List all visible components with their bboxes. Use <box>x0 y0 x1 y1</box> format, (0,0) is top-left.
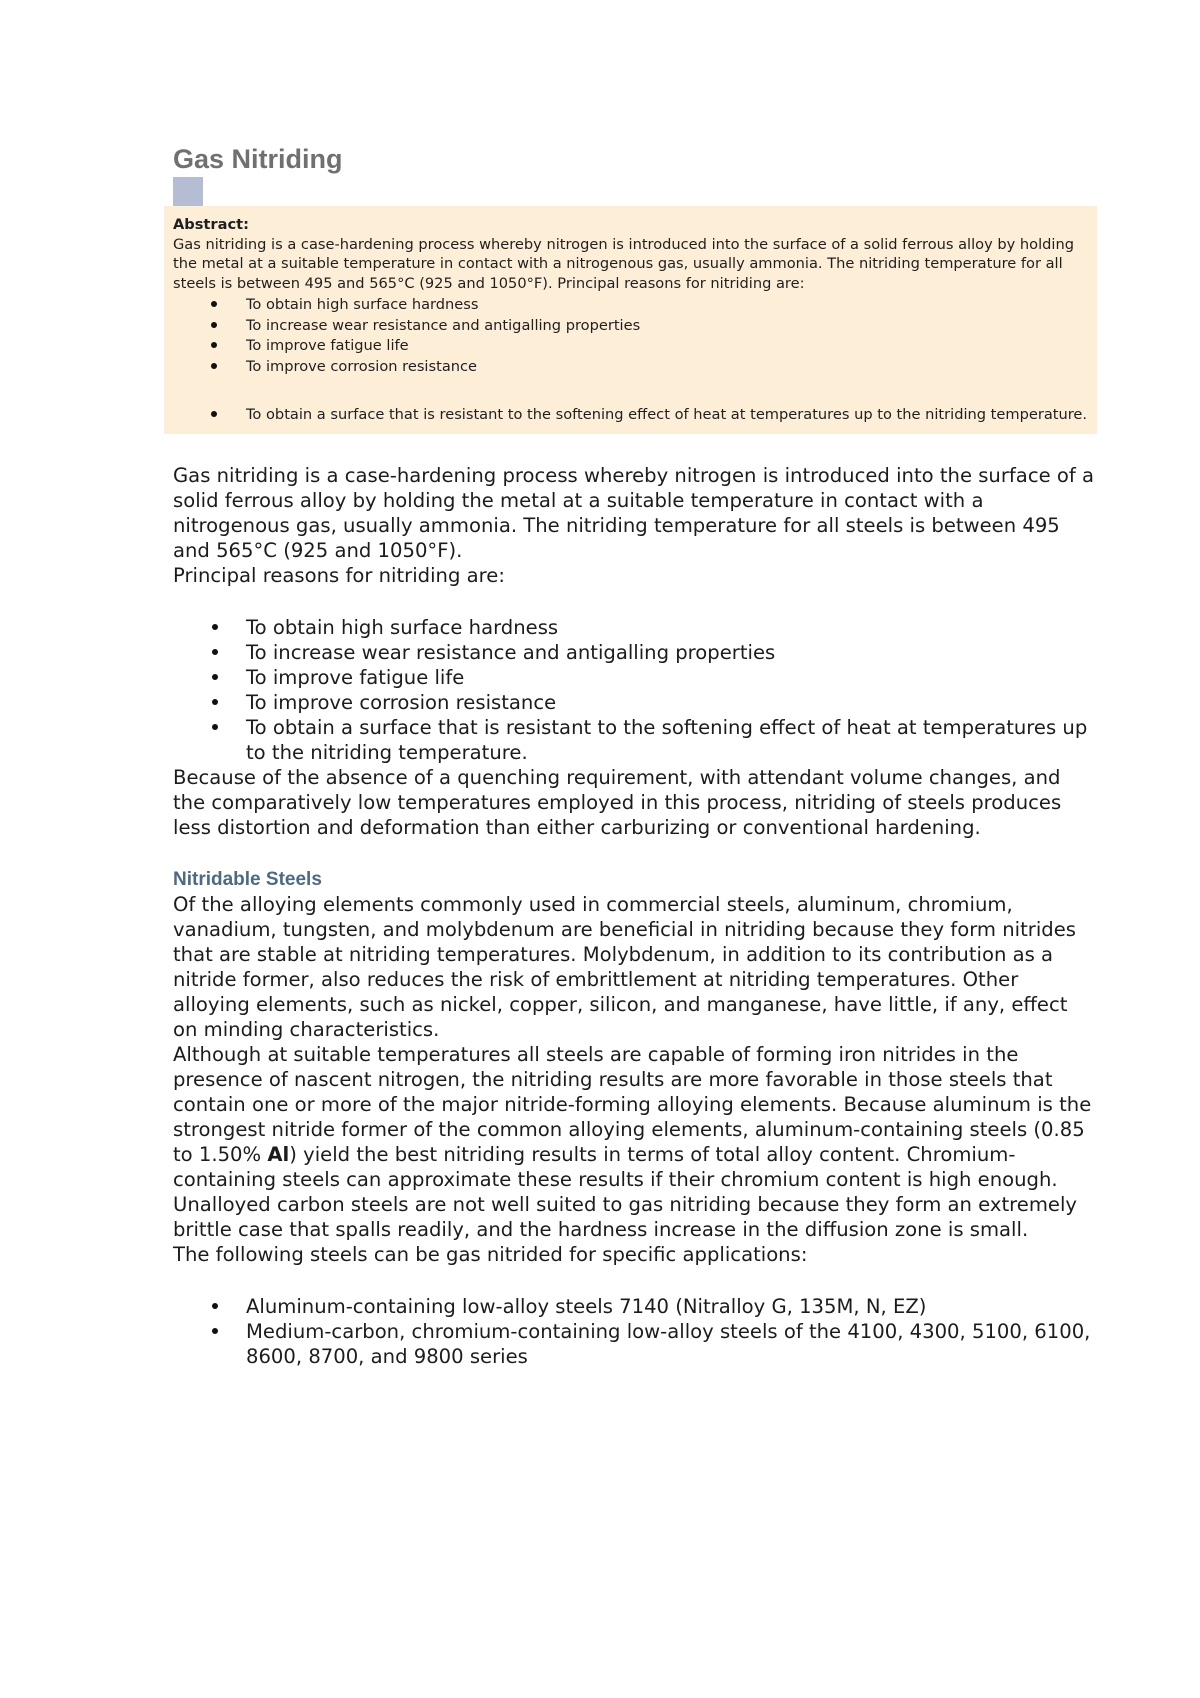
distortion-paragraph: Because of the absence of a quenching requirement, with attendant volume changes, and the comparatively low temperatures employed in this process, nitriding of steels produces less distortion and deformation than either carburizing or conventional hardening. <box>173 765 1062 839</box>
steels-paragraph <box>173 1042 1097 1242</box>
section-heading-nitridable-steels: Nitridable Steels <box>173 868 322 890</box>
page-title: Gas Nitriding <box>173 144 343 174</box>
reasons-intro: Principal reasons for nitriding are: <box>173 563 505 587</box>
list-item: Medium-carbon, chromium-containing low-alloy steels of the 4100, 4300, 5100, 6100, 8600, 8700, and 9800 series <box>173 1319 1097 1369</box>
aluminum-symbol: Al <box>267 1142 290 1166</box>
list-item: To obtain a surface that is resistant to the softening effect of heat at temperatures up to the nitriding temperature. <box>173 405 1088 426</box>
applications-intro: The following steels can be gas nitrided for specific applications: <box>173 1242 808 1266</box>
list-item: To improve fatigue life <box>173 336 1088 357</box>
list-item: To obtain high surface hardness <box>173 295 1088 316</box>
abstract-box <box>164 206 1097 434</box>
list-item: To obtain a surface that is resistant to the softening effect of heat at temperatures up to the nitriding temperature. <box>173 715 1097 765</box>
applications-list <box>173 1294 1097 1369</box>
reasons-list <box>173 615 1097 765</box>
list-item: To increase wear resistance and antigalling properties <box>173 640 1097 665</box>
document-body <box>173 463 1097 1369</box>
abstract-bullet-list <box>173 295 1088 426</box>
document-content <box>173 142 1097 1369</box>
list-item: To improve fatigue life <box>173 665 1097 690</box>
steels-paragraph-text: ) yield the best nitriding results in terms of total alloy content. Chromium-containing steels can approximate these results if their chromium content is high enough. Unalloyed carbon steels are not well suited to gas nitriding because they form an extremely brittle case that spalls readily, and the hardness increase in the diffusion zone is small. <box>173 1142 1078 1241</box>
steels-paragraph-text: Although at suitable temperatures all steels are capable of forming iron nitrides in the presence of nascent nitrogen, the nitriding results are more favorable in those steels that contain one or more of the major nitride-forming alloying elements. Because aluminum is the strongest nitride former of the common alloying elements, aluminum-containing steels (0.85 to 1.50% <box>173 1042 1092 1166</box>
list-item: To increase wear resistance and antigalling properties <box>173 316 1088 337</box>
list-item: Aluminum-containing low-alloy steels 7140 (Nitralloy G, 135M, N, EZ) <box>173 1294 1097 1319</box>
list-item: To obtain high surface hardness <box>173 615 1097 640</box>
list-item: To improve corrosion resistance <box>173 690 1097 715</box>
alloying-elements-paragraph: Of the alloying elements commonly used in commercial steels, aluminum, chromium, vanadium, tungsten, and molybdenum are beneficial in nitriding because they form nitrides that are stable at nitriding temperatures. Molybdenum, in addition to its contribution as a nitride former, also reduces the risk of embrittlement at nitriding temperatures. Other alloying elements, such as nickel, copper, silicon, and manganese, have little, if any, effect on minding characteristics. <box>173 892 1076 1041</box>
list-item: To improve corrosion resistance <box>173 357 1088 378</box>
title-marker-block <box>173 177 203 206</box>
abstract-text: Gas nitriding is a case-hardening process whereby nitrogen is introduced into the surface of a solid ferrous alloy by holding the metal at a suitable temperature in contact with a nitrogenous gas, usually ammonia. The nitriding temperature for all steels is between 495 and 565°C (925 and 1050°F). Principal reasons for nitriding are: <box>173 235 1074 292</box>
abstract-heading: Abstract: <box>173 216 249 233</box>
intro-paragraph: Gas nitriding is a case-hardening process whereby nitrogen is introduced into the surface of a solid ferrous alloy by holding the metal at a suitable temperature in contact with a nitrogenous gas, usually ammonia. The nitriding temperature for all steels is between 495 and 565°C (925 and 1050°F). <box>173 463 1094 562</box>
